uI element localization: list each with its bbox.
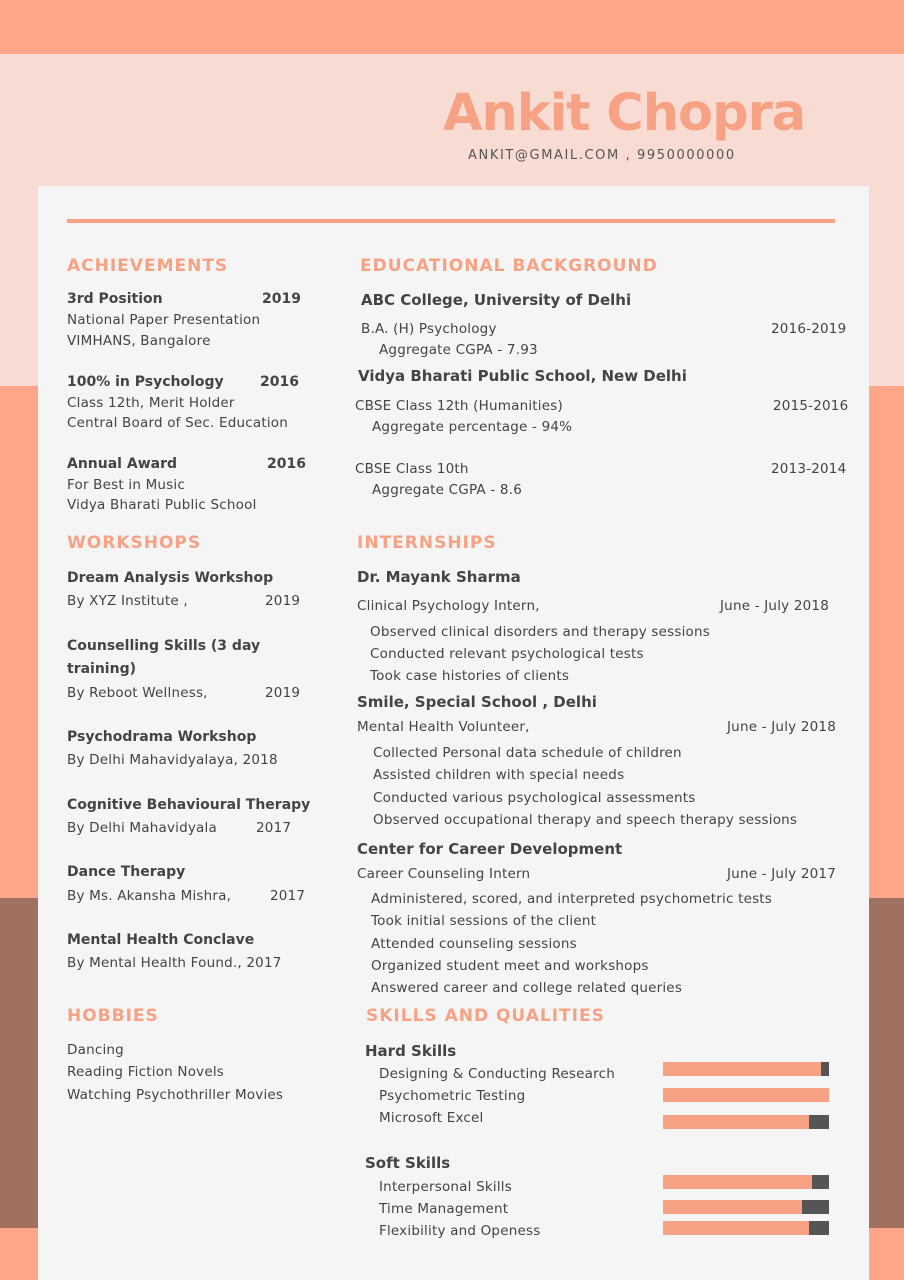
skill-name: Flexibility and Openess (379, 1223, 541, 1239)
degree: B.A. (H) Psychology (361, 321, 497, 337)
hobby-item: Reading Fiction Novels (67, 1064, 225, 1080)
skill-bar (663, 1062, 829, 1076)
soft-skills-title: Soft Skills (365, 1154, 451, 1172)
achievement-heading: 3rd Position (67, 291, 163, 307)
internship-point: Observed occupational therapy and speech therapy sessions (373, 812, 798, 828)
internship-point: Attended counseling sessions (371, 936, 577, 952)
class12: CBSE Class 12th (Humanities) (355, 398, 563, 414)
workshop-year: 2017 (256, 820, 292, 836)
skill-bar-fill (663, 1062, 821, 1076)
internship-point: Collected Personal data schedule of children (373, 745, 682, 761)
workshop-year: 2019 (265, 593, 301, 609)
class10: CBSE Class 10th (355, 461, 469, 477)
degree-years: 2016-2019 (771, 321, 847, 337)
skill-bar-fill (663, 1200, 802, 1214)
workshop-by: By Reboot Wellness, (67, 685, 208, 701)
internship-point: Organized student meet and workshops (371, 958, 649, 974)
skill-bar (663, 1115, 829, 1129)
achievement-line: Central Board of Sec. Education (67, 415, 289, 431)
workshop-by: By Delhi Mahavidyalaya, 2018 (67, 752, 278, 768)
internship-point: Conducted relevant psychological tests (370, 646, 644, 662)
workshop-by: By Mental Health Found., 2017 (67, 955, 282, 971)
internship-role: Career Counseling Intern (357, 866, 531, 882)
top-band (0, 0, 904, 54)
achievement-heading: Annual Award (67, 456, 177, 472)
internship-point: Answered career and college related queries (371, 980, 683, 996)
workshop-year: 2019 (265, 685, 301, 701)
candidate-name: Ankit Chopra (443, 84, 806, 143)
achievement-year: 2019 (262, 291, 301, 307)
workshop-name: Counselling Skills (3 day (67, 638, 261, 654)
hobby-item: Watching Psychothriller Movies (67, 1087, 284, 1103)
skill-name: Interpersonal Skills (379, 1179, 512, 1195)
workshop-name: Mental Health Conclave (67, 932, 255, 948)
education-title: EDUCATIONAL BACKGROUND (360, 256, 658, 276)
internship-dates: June - July 2018 (720, 598, 829, 614)
internship-org: Dr. Mayank Sharma (357, 568, 521, 586)
skill-name: Microsoft Excel (379, 1110, 484, 1126)
class12-years: 2015-2016 (773, 398, 849, 414)
achievement-line: Class 12th, Merit Holder (67, 395, 235, 411)
workshop-name: Dream Analysis Workshop (67, 570, 274, 586)
skill-bar-fill (663, 1175, 812, 1189)
workshops-title: WORKSHOPS (67, 533, 202, 553)
internship-org: Smile, Special School , Delhi (357, 693, 597, 711)
workshop-name: Dance Therapy (67, 864, 186, 880)
internship-point: Took initial sessions of the client (371, 913, 597, 929)
workshop-by: By XYZ Institute , (67, 593, 188, 609)
achievements-title: ACHIEVEMENTS (67, 256, 229, 276)
skill-bar (663, 1221, 829, 1235)
contact-info: ANKIT@GMAIL.COM , 9950000000 (468, 148, 736, 163)
workshop-name: training) (67, 661, 136, 677)
internship-point: Assisted children with special needs (373, 767, 625, 783)
internship-role: Mental Health Volunteer, (357, 719, 530, 735)
workshop-by: By Delhi Mahavidyala (67, 820, 217, 836)
internship-point: Administered, scored, and interpreted psychometric tests (371, 891, 773, 907)
internship-point: Conducted various psychological assessments (373, 790, 696, 806)
school-name: Vidya Bharati Public School, New Delhi (358, 367, 687, 385)
skill-bar-fill (663, 1088, 829, 1102)
achievement-line: Vidya Bharati Public School (67, 497, 257, 513)
internships-title: INTERNSHIPS (357, 533, 497, 553)
internship-point: Observed clinical disorders and therapy sessions (370, 624, 711, 640)
degree-score: Aggregate CGPA - 7.93 (379, 342, 538, 358)
internship-dates: June - July 2018 (727, 719, 836, 735)
class12-score: Aggregate percentage - 94% (372, 419, 573, 435)
achievement-line: For Best in Music (67, 477, 185, 493)
achievement-year: 2016 (267, 456, 306, 472)
internship-org: Center for Career Development (357, 840, 623, 858)
class10-score: Aggregate CGPA - 8.6 (372, 482, 522, 498)
skill-bar-fill (663, 1221, 809, 1235)
workshop-year: 2017 (270, 888, 306, 904)
class10-years: 2013-2014 (771, 461, 847, 477)
skill-bar (663, 1088, 829, 1102)
skill-name: Designing & Conducting Research (379, 1066, 615, 1082)
hobby-item: Dancing (67, 1042, 124, 1058)
workshop-name: Cognitive Behavioural Therapy (67, 797, 311, 813)
achievement-line: National Paper Presentation (67, 312, 261, 328)
workshop-by: By Ms. Akansha Mishra, (67, 888, 232, 904)
internship-dates: June - July 2017 (727, 866, 836, 882)
workshop-name: Psychodrama Workshop (67, 729, 257, 745)
achievement-year: 2016 (260, 374, 299, 390)
achievement-line: VIMHANS, Bangalore (67, 333, 211, 349)
internship-point: Took case histories of clients (370, 668, 570, 684)
skills-title: SKILLS AND QUALITIES (366, 1006, 605, 1026)
internship-role: Clinical Psychology Intern, (357, 598, 540, 614)
skill-bar (663, 1200, 829, 1214)
header-divider (67, 219, 835, 223)
skill-name: Time Management (379, 1201, 509, 1217)
hard-skills-title: Hard Skills (365, 1042, 457, 1060)
hobbies-title: HOBBIES (67, 1006, 159, 1026)
skill-name: Psychometric Testing (379, 1088, 526, 1104)
achievement-heading: 100% in Psychology (67, 374, 224, 390)
college-name: ABC College, University of Delhi (361, 291, 632, 309)
skill-bar (663, 1175, 829, 1189)
skill-bar-fill (663, 1115, 809, 1129)
